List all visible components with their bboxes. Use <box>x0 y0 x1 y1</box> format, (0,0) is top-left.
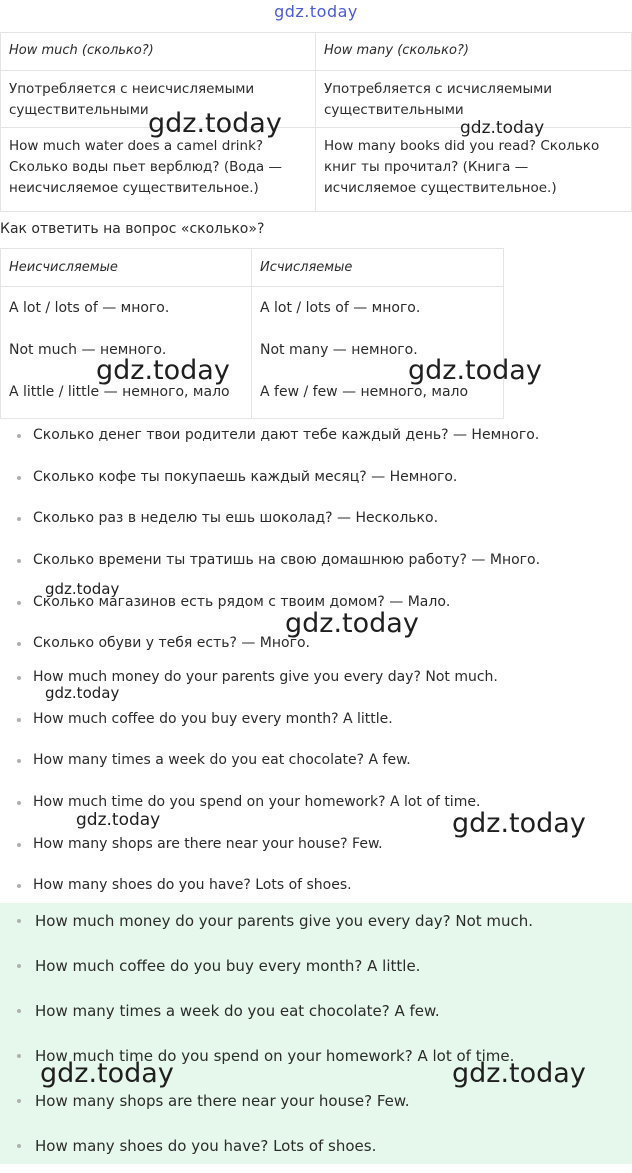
table-header-how-much: How much (сколько?) <box>1 33 316 71</box>
table-cell: How much water does a camel drink? Сколько воды пьет верблюд? (Вода — неисчисляемое существительное.) <box>1 128 316 212</box>
list-item: How much money do your parents give you every day? Not much. <box>0 657 632 699</box>
list-item: Сколько времени ты тратишь на свою домашнюю работу? — Много. <box>0 540 632 582</box>
list-item: Сколько обуви у тебя есть? — Много. <box>0 623 632 665</box>
answer-line: A lot / lots of — много. <box>9 300 170 316</box>
answer-line: Not much — немного. <box>9 342 167 358</box>
english-answers-list <box>0 657 632 907</box>
highlighted-answers-list <box>0 903 632 1173</box>
answer-line: A few / few — немного, мало <box>260 384 469 400</box>
uncountable-cell <box>1 287 252 419</box>
list-item: How many shoes do you have? Lots of shoes. <box>0 865 632 907</box>
watermark: gdz.today <box>285 608 419 639</box>
list-item: How many times a week do you eat chocolate? A few. <box>0 993 632 1038</box>
list-item: How much time do you spend on your homework? A lot of time. <box>0 782 632 824</box>
watermark: gdz.today <box>76 810 161 830</box>
watermark: gdz.today <box>96 355 230 386</box>
site-logo[interactable]: gdz.today <box>274 2 358 21</box>
watermark: gdz.today <box>452 808 586 839</box>
watermark: gdz.today <box>45 580 120 598</box>
section-question: Как ответить на вопрос «сколько»? <box>0 221 265 237</box>
watermark: gdz.today <box>460 118 545 138</box>
watermark: gdz.today <box>148 108 282 139</box>
answer-line: Not many — немного. <box>260 342 418 358</box>
watermark: gdz.today <box>452 1058 586 1089</box>
list-item: Сколько магазинов есть рядом с твоим домом? — Мало. <box>0 582 632 624</box>
answer-line: A lot / lots of — много. <box>260 300 421 316</box>
highlighted-answer-block <box>0 903 632 1164</box>
answer-line: A little / little — немного, мало <box>9 384 230 400</box>
list-item: How much coffee do you buy every month? A little. <box>0 948 632 993</box>
list-item: Сколько раз в неделю ты ешь шоколад? — Несколько. <box>0 498 632 540</box>
list-item: How many times a week do you eat chocolate? A few. <box>0 740 632 782</box>
answers-table <box>0 248 504 419</box>
table-header-uncountable: Неисчисляемые <box>1 249 252 287</box>
list-item: How much coffee do you buy every month? A little. <box>0 699 632 741</box>
much-many-table <box>0 32 632 212</box>
table-cell: Употребляется с исчисляемыми существительными <box>316 71 632 128</box>
watermark: gdz.today <box>45 684 120 702</box>
list-item: How many shops are there near your house? Few. <box>0 824 632 866</box>
list-item: Сколько кофе ты покупаешь каждый месяц? — Немного. <box>0 457 632 499</box>
list-item: How much time do you spend on your homework? A lot of time. <box>0 1038 632 1083</box>
table-header-countable: Исчисляемые <box>252 249 504 287</box>
countable-cell <box>252 287 504 419</box>
list-item: How much money do your parents give you every day? Not much. <box>0 903 632 948</box>
list-item: How many shops are there near your house? Few. <box>0 1083 632 1128</box>
table-cell: Употребляется с неисчисляемыми существительными <box>1 71 316 128</box>
watermark: gdz.today <box>40 1058 174 1089</box>
list-item: How many shoes do you have? Lots of shoes. <box>0 1128 632 1173</box>
table-cell: How many books did you read? Сколько книг ты прочитал? (Книга — исчисляемое существительное.) <box>316 128 632 212</box>
list-item: Сколько денег твои родители дают тебе каждый день? — Немного. <box>0 415 632 457</box>
russian-questions-list <box>0 415 632 665</box>
table-header-how-many: How many (сколько?) <box>316 33 632 71</box>
watermark: gdz.today <box>408 355 542 386</box>
